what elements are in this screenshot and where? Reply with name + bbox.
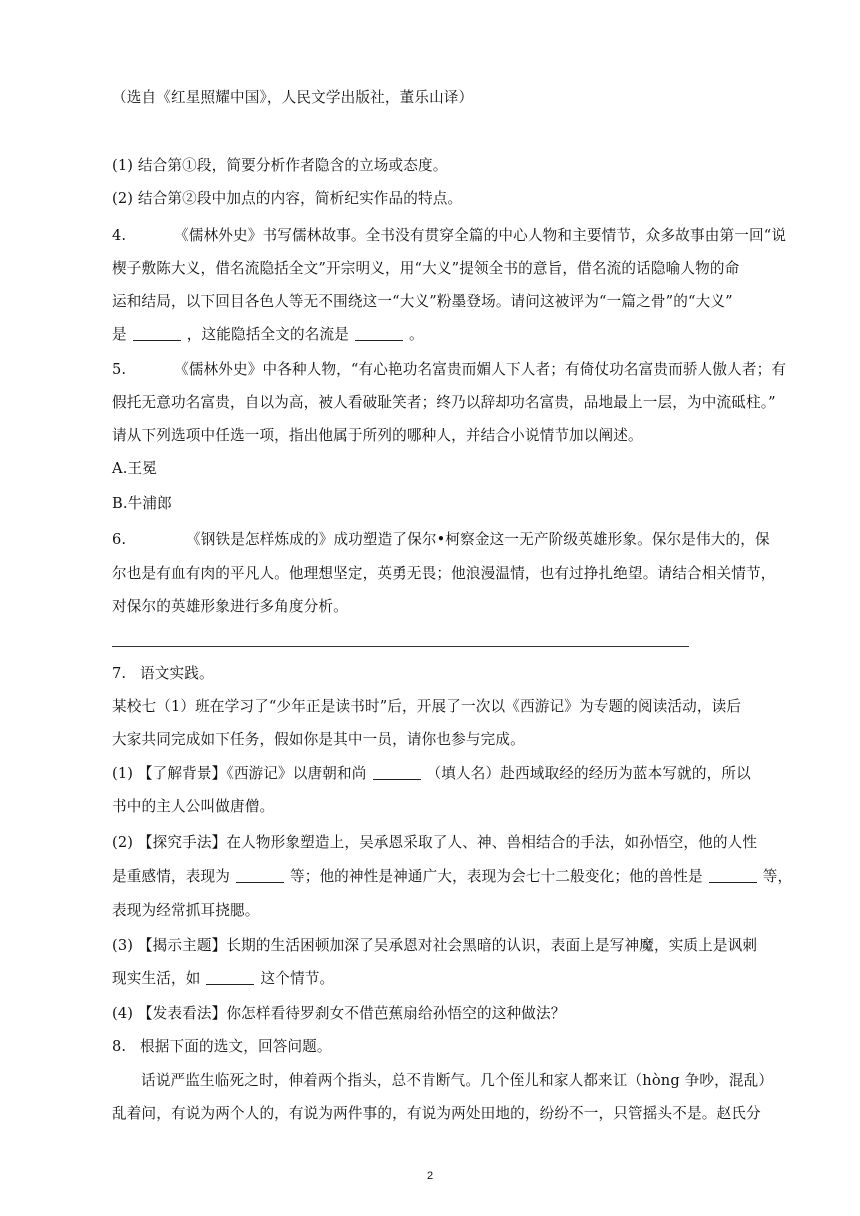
q5-option-a: A.王冕 — [112, 460, 157, 477]
page-number: 2 — [426, 1170, 434, 1182]
answer-blank[interactable] — [373, 765, 421, 780]
q6-line1: 6. 《钢铁是怎样炼成的》成功塑造了保尔•柯察金这一无产阶级英雄形象。保尔是伟大的，保 — [112, 531, 770, 548]
q6-line2: 尔也是有血有肉的平凡人。他理想坚定，英勇无畏；他浪漫温情，也有过挣扎绝望。请结合相关情节， — [112, 565, 776, 582]
answer-blank[interactable] — [236, 868, 284, 883]
q7-s3-cont: 现实生活，如 这个情节。 — [112, 970, 335, 987]
answer-blank[interactable] — [206, 970, 254, 985]
q8-passage-line2: 乱着问，有说为两个人的，有说为两件事的，有说为两处田地的，纷纷不一，只管摇头不是。赵氏分 — [112, 1105, 761, 1122]
q7-s2-end: 表现为经常抓耳挠腮。 — [112, 902, 260, 919]
q7-s2: (2) 【探究手法】在人物形象塑造上，吴承恩采取了人、神、兽相结合的手法，如孙悟空，他的人性 — [112, 834, 758, 851]
source-citation: （选自《红星照耀中国》，人民文学出版社，董乐山译） — [112, 89, 474, 106]
q7-title: 7. 语文实践。 — [112, 665, 214, 682]
q4-line2: 楔子敷陈大义，借名流隐括全文”开宗明义，用“大义”提领全书的意旨，借名流的话隐喻人物的命 — [112, 260, 740, 277]
q4-line4: 是 ，这能隐括全文的名流是 。 — [112, 326, 424, 343]
q7-s3: (3) 【揭示主题】长期的生活困顿加深了吴承恩对社会黑暗的认识，表面上是写神魔，实质上是讽刺 — [112, 937, 758, 954]
answer-blank[interactable] — [133, 326, 181, 341]
q6-line3: 对保尔的英雄形象进行多角度分析。 — [112, 598, 348, 615]
q7-s1-cont: 书中的主人公叫做唐僧。 — [112, 798, 275, 815]
q5-line1: 5. 《儒林外史》中各种人物，“有心艳功名富贵而媚人下人者；有倚仗功名富贵而骄人傲人者；有 — [112, 361, 787, 378]
q4-line3: 运和结局，以下回目各色人等无不围绕这一“大义”粉墨登场。请问这被评为“一篇之骨”的“大义” — [112, 293, 733, 310]
q8-title: 8. 根据下面的选文，回答问题。 — [112, 1038, 332, 1055]
q6-number: 6. — [112, 531, 127, 548]
q7-number: 7. — [112, 665, 127, 682]
q7-s2-cont: 是重感情，表现为 等；他的神性是神通广大，表现为会七十二般变化；他的兽性是 等， — [112, 868, 793, 885]
q4-number: 4. — [112, 227, 127, 244]
q3-sub1: (1) 结合第①段，简要分析作者隐含的立场或态度。 — [112, 157, 448, 174]
answer-line[interactable] — [112, 646, 689, 647]
q7-intro2: 大家共同完成如下任务，假如你是其中一员，请你也参与完成。 — [112, 731, 525, 748]
answer-blank[interactable] — [709, 868, 757, 883]
answer-blank[interactable] — [355, 326, 403, 341]
q8-number: 8. — [112, 1038, 127, 1055]
q4-line1: 4. 《儒林外史》书写儒林故事。全书没有贯穿全篇的中心人物和主要情节，众多故事由第一回“说 — [112, 227, 787, 244]
q5-line3: 请从下列选项中任选一项，指出他属于所列的哪种人，并结合小说情节加以阐述。 — [112, 427, 643, 444]
q5-line2: 假托无意功名富贵，自以为高，被人看破耻笑者；终乃以辞却功名富贵，品地最上一层，为中流砥柱。” — [112, 394, 776, 411]
q7-s1: (1) 【了解背景】《西游记》以唐朝和尚 （填人名）赴西域取经的经历为蓝本写就的，所以 — [112, 765, 751, 782]
q5-option-b: B.牛浦郎 — [112, 495, 172, 512]
q7-s4: (4) 【发表看法】你怎样看待罗刹女不借芭蕉扇给孙悟空的这种做法？ — [112, 1005, 566, 1022]
q8-passage-line1: 话说严监生临死之时，伸着两个指头，总不肯断气。几个侄儿和家人都来讧（hòng 争吵，混乱） — [141, 1072, 774, 1089]
q7-intro1: 某校七（1）班在学习了“少年正是读书时”后，开展了一次以《西游记》为专题的阅读活动，读后 — [112, 698, 742, 715]
q3-sub2: (2) 结合第②段中加点的内容，简析纪实作品的特点。 — [112, 190, 463, 207]
q5-number: 5. — [112, 361, 127, 378]
